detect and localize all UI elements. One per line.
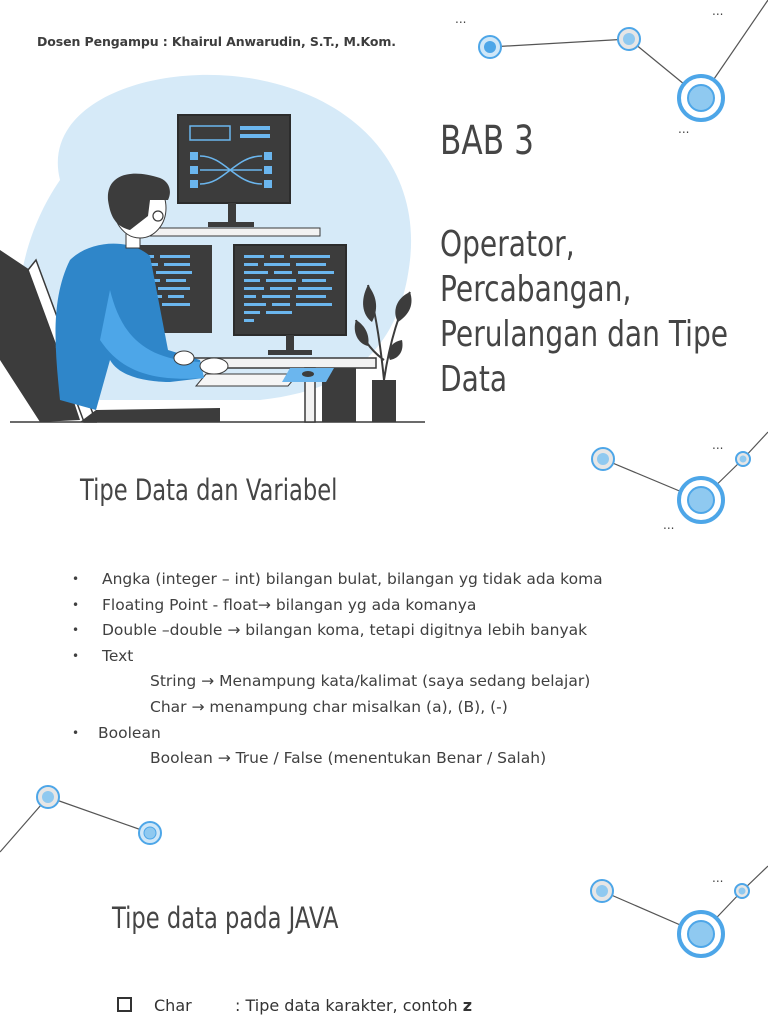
ellipsis-6: ...: [712, 871, 724, 885]
node-small: [479, 36, 501, 58]
bullet: •: [72, 572, 80, 586]
list-item-text: Double –double → bilangan koma, tetapi digitnya lebih banyak: [102, 621, 588, 640]
ellipsis-4: ...: [712, 438, 724, 452]
ellipsis-1: ...: [455, 12, 467, 26]
chapter-subtitle: [440, 222, 728, 402]
bullet: •: [72, 623, 80, 638]
bullet: •: [72, 725, 80, 740]
checkbox-bullet-icon: [117, 997, 132, 1012]
ellipsis-3: ...: [678, 122, 690, 136]
programmer-illustration: [0, 60, 430, 430]
ellipsis-5: ...: [663, 518, 675, 532]
ellipsis-2: ...: [712, 4, 724, 18]
bullet: •: [72, 648, 80, 663]
chapter-title: BAB 3: [440, 118, 534, 164]
section-heading-data-types: Tipe Data dan Variabel: [80, 473, 338, 507]
java-type-item: [117, 996, 473, 1015]
list-item-text: Text: [102, 646, 134, 665]
list-item-text: String → Menampung kata/kalimat (saya sedang belajar): [150, 672, 591, 691]
list-item-text: Char → menampung char misalkan (a), (B), (-): [150, 697, 508, 716]
java-type-desc-text: : Tipe data karakter, contoh: [235, 996, 463, 1015]
subtitle-line: Operator,: [440, 224, 575, 265]
section-heading-java-types: Tipe data pada JAVA: [112, 901, 339, 935]
bullet: •: [72, 597, 80, 612]
subtitle-line: Perulangan dan Tipe: [440, 314, 729, 355]
lecturer-name: Dosen Pengampu : Khairul Anwarudin, S.T., M.Kom.: [37, 34, 396, 49]
java-type-example: z: [462, 996, 473, 1015]
list-item-text: Boolean → True / False (menentukan Benar / Salah): [150, 749, 547, 768]
list-item-text: Floating Point - float→ bilangan yg ada komanya: [102, 595, 477, 614]
java-type-desc: [235, 996, 472, 1015]
subtitle-line: Percabangan,: [440, 269, 632, 310]
java-type-name: Char: [154, 996, 192, 1015]
subtitle-line: Data: [440, 359, 508, 400]
list-item-text: Angka (integer – int) bilangan bulat, bilangan yg tidak ada koma: [102, 570, 603, 588]
list-item-text: Boolean: [98, 723, 161, 742]
